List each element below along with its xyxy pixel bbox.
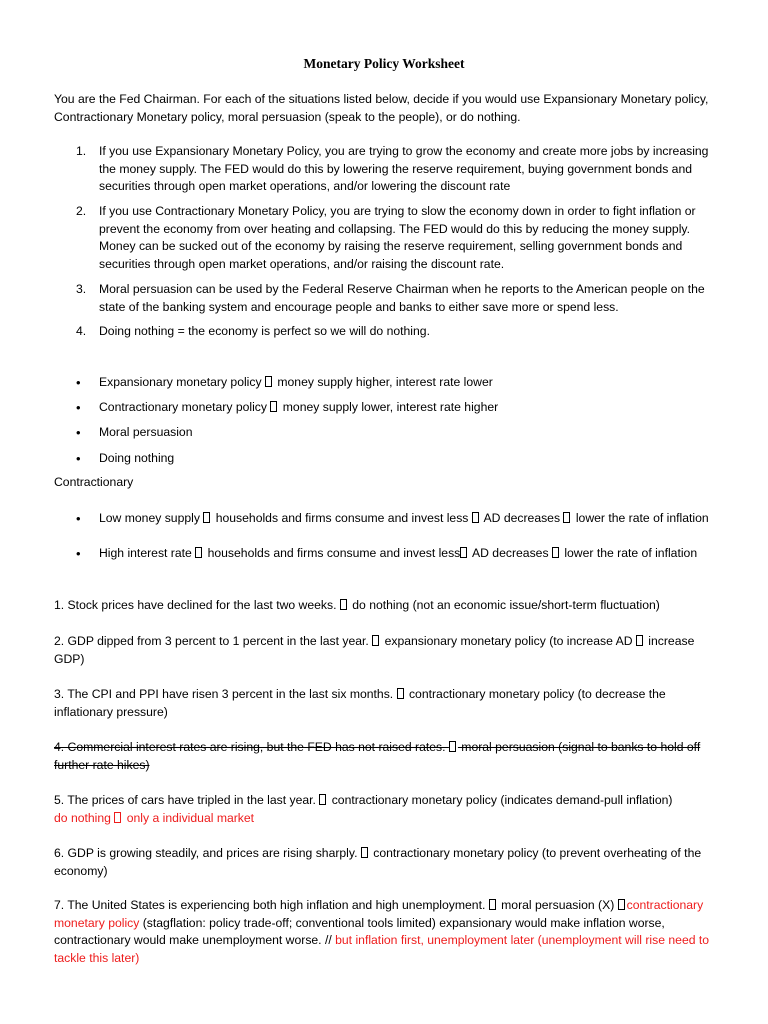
arrow-glyph-icon <box>372 635 379 646</box>
item-number: 1. <box>76 144 87 158</box>
arrow-glyph-icon <box>114 812 121 823</box>
arrow-glyph-icon <box>489 899 496 910</box>
bullet-text: money supply higher, interest rate lower <box>273 375 493 389</box>
question-3 <box>54 686 724 721</box>
correction-text: contractionary monetary policy <box>54 898 704 930</box>
arrow-glyph-icon <box>270 401 277 412</box>
correction-text: do nothing <box>54 810 115 825</box>
bullet-text: AD decreases <box>480 511 564 525</box>
bullet-text: Doing nothing <box>99 451 175 465</box>
item-text: Doing nothing = the economy is perfect so we will do nothing. <box>99 324 430 338</box>
question-2 <box>54 633 724 668</box>
answer-text: increase GDP) <box>54 634 695 666</box>
question-text: 3. The CPI and PPI have risen 3 percent in the last six months. <box>54 687 397 701</box>
correction-text: only a individual market <box>123 810 255 825</box>
item-text: If you use Contractionary Monetary Policy, you are trying to slow the economy down in order to fight inflation or prevent the economy from over heating and collapsing. The FED would do this by reducing the money supply. Money can be sucked out of the economy by raising the reserve requirement, selling government bonds and securities through open market operations, and/or raising the discount rate. <box>99 204 696 271</box>
answer-text: contractionary monetary policy (to prevent overheating of the economy) <box>54 846 702 878</box>
arrow-glyph-icon <box>460 547 467 558</box>
question-5 <box>54 792 724 827</box>
bullet-text: households and firms consume and invest less <box>212 511 472 525</box>
arrow-glyph-icon <box>636 635 643 646</box>
question-text: 1. Stock prices have declined for the last two weeks. <box>54 598 340 612</box>
bullet-text: Moral persuasion <box>99 425 193 439</box>
bullet-text: lower the rate of inflation <box>560 546 698 560</box>
arrow-glyph-icon <box>319 794 326 805</box>
answer-text: contractionary monetary policy (to decrease the inflationary pressure) <box>54 687 666 719</box>
item-text: If you use Expansionary Monetary Policy, you are trying to grow the economy and create more jobs by increasing the money supply. The FED would do this by lowering the reserve requirement, buying government bonds and securities through open market operations, and/or lowering the discount rate <box>99 144 709 193</box>
page-title: Monetary Policy Worksheet <box>303 56 465 71</box>
arrow-glyph-icon <box>472 512 479 523</box>
arrow-glyph-icon <box>195 547 202 558</box>
arrow-glyph-icon <box>340 599 347 610</box>
question-7 <box>54 897 724 967</box>
bullet-text: lower the rate of inflation <box>572 511 709 525</box>
item-number: 2. <box>76 204 87 218</box>
bullet-icon: • <box>76 546 81 561</box>
answer-text: (stagflation: policy trade-off; conventional tools limited) expansionary would make inflation worse, contractionary would make unemployment worse. // <box>54 915 665 947</box>
intro-paragraph: You are the Fed Chairman. For each of the situations listed below, decide if you would use Expansionary Monetary policy, Contractionary Monetary policy, moral persuasion (speak to the people), or do nothing. <box>54 92 709 124</box>
correction-text: but inflation first, unemployment later (unemployment will rise need to tackle this later) <box>54 933 710 965</box>
bullet-text: High interest rate <box>99 546 196 560</box>
arrow-glyph-icon <box>563 512 570 523</box>
answer-text: expansionary monetary policy (to increase AD <box>381 634 636 648</box>
bullet-icon: • <box>76 511 81 526</box>
arrow-glyph-icon <box>203 512 210 523</box>
arrow-glyph-icon <box>397 688 404 699</box>
bullet-text: money supply lower, interest rate higher <box>279 400 499 414</box>
arrow-glyph-icon <box>265 376 272 387</box>
arrow-glyph-icon <box>361 847 368 858</box>
bullet-text: Low money supply <box>99 511 204 525</box>
item-text: Moral persuasion can be used by the Federal Reserve Chairman when he reports to the American people on the state of the banking system and encourage people and banks to either save more or spend less. <box>99 282 705 314</box>
answer-text: moral persuasion (signal to banks to hold off further rate hikes) <box>54 740 701 772</box>
question-text: 7. The United States is experiencing both high inflation and high unemployment. <box>54 898 489 912</box>
question-text: 5. The prices of cars have tripled in the last year. <box>54 793 320 807</box>
bullet-text: AD decreases <box>469 546 552 560</box>
contractionary-heading: Contractionary <box>54 475 134 489</box>
item-number: 4. <box>76 324 87 338</box>
bullet-icon: • <box>76 400 81 415</box>
arrow-glyph-icon <box>449 741 456 752</box>
question-4-struck <box>54 739 724 774</box>
answer-text: moral persuasion (X) <box>497 898 618 912</box>
answer-text: do nothing (not an economic issue/short-term fluctuation) <box>348 598 660 612</box>
arrow-glyph-icon <box>618 899 625 910</box>
bullet-text: Expansionary monetary policy <box>99 375 265 389</box>
question-6 <box>54 845 724 880</box>
arrow-glyph-icon <box>552 547 559 558</box>
question-text: 6. GDP is growing steadily, and prices are rising sharply. <box>54 846 361 860</box>
answer-text: contractionary monetary policy (indicates demand-pull inflation) <box>328 793 673 807</box>
question-text: 4. Commercial interest rates are rising, but the FED has not raised rates. <box>54 740 449 754</box>
bullet-icon: • <box>76 425 81 440</box>
question-1 <box>54 597 724 615</box>
bullet-icon: • <box>76 451 81 466</box>
item-number: 3. <box>76 282 87 296</box>
bullet-text: Contractionary monetary policy <box>99 400 271 414</box>
bullet-icon: • <box>76 375 81 390</box>
bullet-text: households and firms consume and invest less <box>204 546 461 560</box>
question-text: 2. GDP dipped from 3 percent to 1 percent in the last year. <box>54 634 373 648</box>
